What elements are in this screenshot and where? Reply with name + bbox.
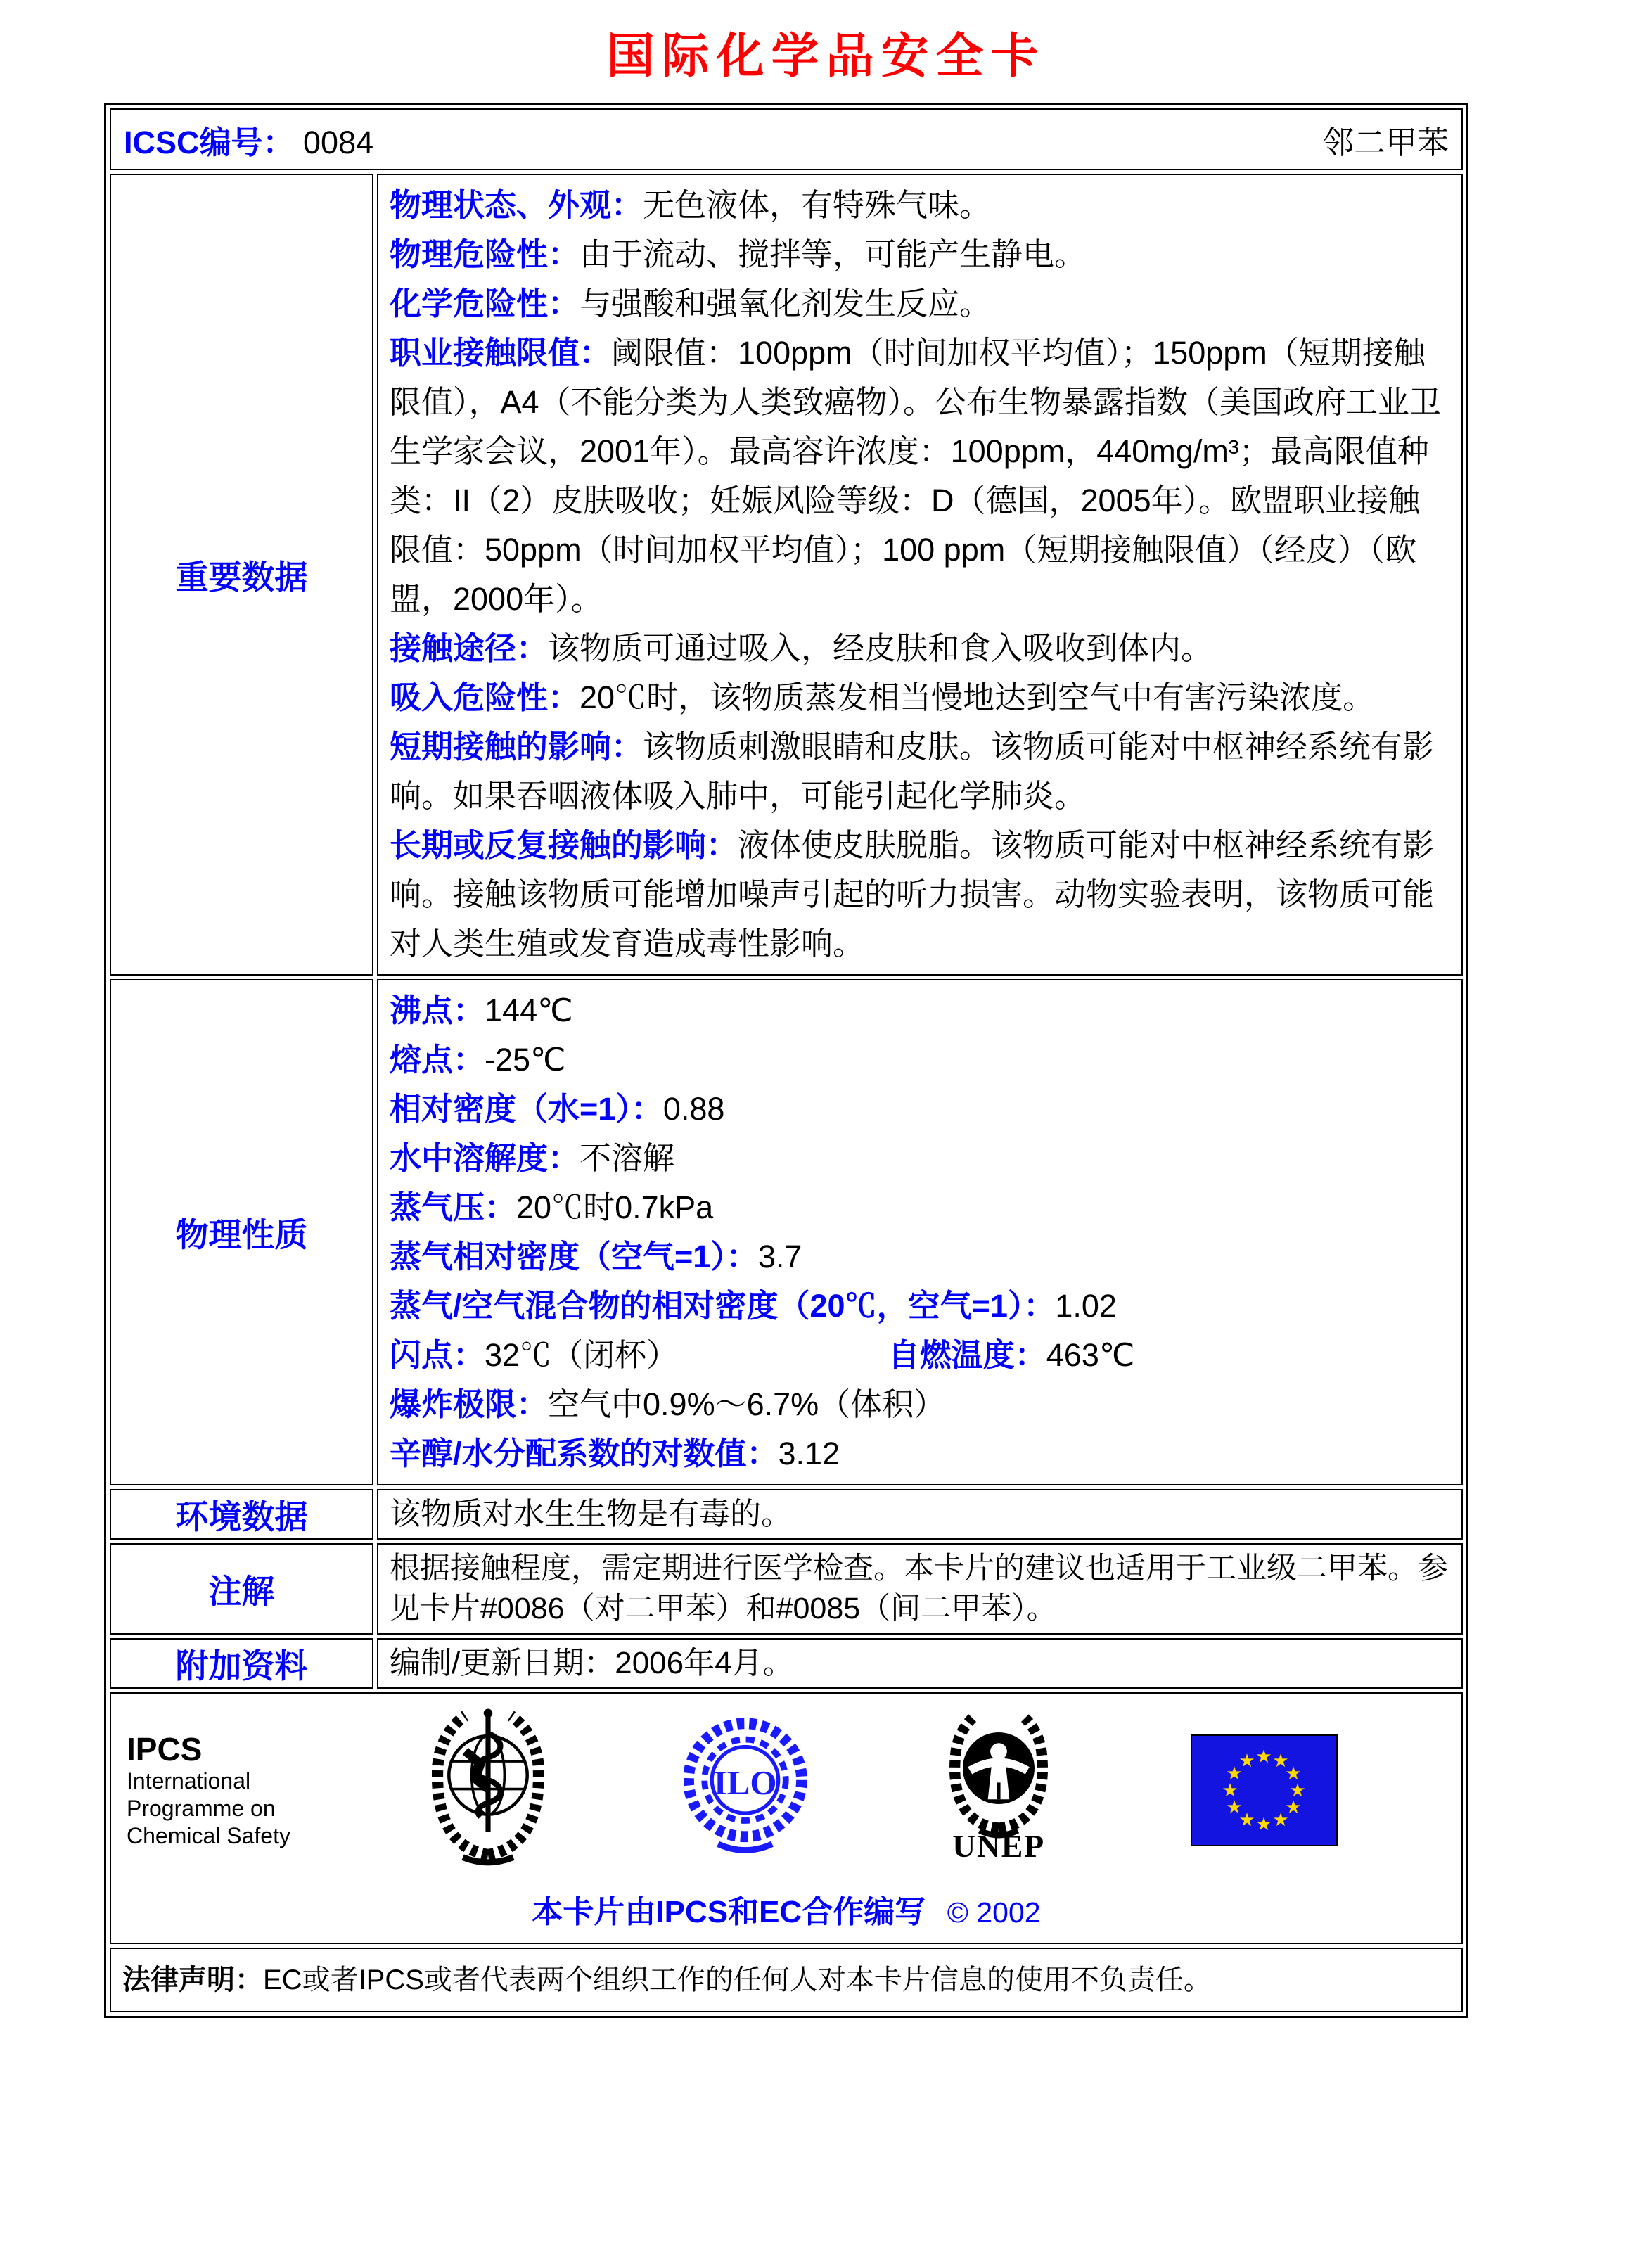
environmental-data-content: 该物质对水生生物是有毒的。 xyxy=(377,1489,1463,1540)
property-label: 辛醇/水分配系数的对数值： xyxy=(390,1436,779,1471)
property-value: 463℃ xyxy=(1046,1337,1135,1373)
svg-text:★: ★ xyxy=(1226,1762,1243,1784)
logos-cell xyxy=(110,1692,1463,1944)
item-text: 阈限值：100ppm（时间加权平均值）；150ppm（短期接触限值），A4（不能分类为人类致癌物）。公布生物暴露指数（美国政府工业卫生学家会议，2001年）。最高容许浓度：100ppm，440mg/m³；最高限值种类：II（2）皮肤吸收；妊娠风险等级：D（德国，2005年）。欧盟职业接触限值：50ppm（时间加权平均值）；100 ppm（短期接触限值）（经皮）（欧盟，2000年）。 xyxy=(390,335,1442,617)
item-text: 无色液体，有特殊气味。 xyxy=(643,187,992,223)
section-label-important-data: 重要数据 xyxy=(110,174,373,976)
property-value: 0.88 xyxy=(662,1091,725,1127)
property-line xyxy=(390,1085,1450,1134)
property-value: -25℃ xyxy=(485,1042,566,1078)
legal-text: EC或者IPCS或者代表两个组织工作的任何人对本卡片信息的使用不负责任。 xyxy=(263,1964,1212,1995)
item-text: 液体使皮肤脱脂。该物质可能对中枢神经系统有影响。接触该物质可能增加噪声引起的听力损害。动物实验表明，该物质可能对人类生殖或发育造成毒性影响。 xyxy=(390,827,1435,961)
unep-logo-text: UNEP xyxy=(952,1827,1045,1864)
property-line xyxy=(390,1232,1450,1282)
svg-text:★: ★ xyxy=(1238,1749,1255,1771)
legal-cell xyxy=(110,1948,1463,2012)
safety-card-table xyxy=(104,103,1468,2018)
property-line xyxy=(390,1183,1450,1232)
important-data-item xyxy=(390,722,1450,821)
property-value: 1.02 xyxy=(1055,1288,1117,1324)
property-label: 水中溶解度： xyxy=(390,1140,580,1176)
icsc-number-group xyxy=(124,117,373,162)
header-cell xyxy=(110,108,1463,170)
caption-text: 本卡片由IPCS和EC合作编写 xyxy=(532,1895,926,1929)
important-data-item xyxy=(390,624,1450,673)
property-value: 32℃（闭杯） xyxy=(485,1337,679,1373)
ipcs-full-name: International Programme on Chemical Safety xyxy=(127,1768,290,1848)
property-label: 蒸气/空气混合物的相对密度（20℃，空气=1）： xyxy=(390,1288,1056,1324)
svg-text:★: ★ xyxy=(1285,1796,1302,1817)
copyright-text: © 2002 xyxy=(947,1896,1041,1929)
property-line-flashpoint-autoignition xyxy=(390,1331,1450,1380)
section-label-physical-properties: 物理性质 xyxy=(110,979,373,1485)
additional-info-content: 编制/更新日期：2006年4月。 xyxy=(377,1638,1463,1689)
section-label-additional-info: 附加资料 xyxy=(110,1638,373,1689)
additional-info-row xyxy=(110,1638,1463,1689)
item-label: 短期接触的影响： xyxy=(390,729,643,765)
property-line xyxy=(390,1429,1450,1478)
property-value: 144℃ xyxy=(485,992,573,1028)
page-title: 国际化学品安全卡 xyxy=(606,30,1046,83)
ilo-logo-text: ILO xyxy=(713,1763,777,1802)
ilo-logo-icon xyxy=(684,1711,807,1870)
item-label: 长期或反复接触的影响： xyxy=(390,827,738,863)
property-value: 空气中0.9%～6.7%（体积） xyxy=(548,1386,946,1422)
item-text: 与强酸和强氧化剂发生反应。 xyxy=(580,286,992,321)
important-data-item xyxy=(390,821,1450,969)
property-line xyxy=(390,1282,1450,1331)
svg-text:★: ★ xyxy=(1285,1762,1302,1784)
ipcs-acronym: IPCS xyxy=(127,1730,203,1768)
notes-content: 根据接触程度，需定期进行医学检查。本卡片的建议也适用于工业级二甲苯。参见卡片#0086（对二甲苯）和#0085（间二甲苯）。 xyxy=(377,1543,1463,1635)
important-data-item xyxy=(390,328,1450,624)
section-label-notes: 注解 xyxy=(110,1543,373,1635)
svg-text:★: ★ xyxy=(1272,1808,1289,1830)
property-label: 蒸气相对密度（空气=1）： xyxy=(390,1239,758,1274)
section-label-environmental-data: 环境数据 xyxy=(110,1489,373,1540)
physical-properties-row xyxy=(110,979,1463,1485)
important-data-item xyxy=(390,230,1450,279)
environmental-data-row xyxy=(110,1489,1463,1540)
logo-strip xyxy=(359,1704,1446,1877)
legal-row xyxy=(110,1948,1463,2012)
property-value: 不溶解 xyxy=(580,1140,675,1176)
svg-text:★: ★ xyxy=(1226,1796,1243,1817)
physical-properties-content xyxy=(377,979,1463,1485)
item-label: 吸入危险性： xyxy=(390,679,580,715)
important-data-item xyxy=(390,279,1450,328)
important-data-row xyxy=(110,174,1463,976)
property-label: 熔点： xyxy=(390,1042,485,1078)
flash-point-pair xyxy=(390,1337,678,1373)
notes-row xyxy=(110,1543,1463,1635)
unep-logo-icon xyxy=(939,1704,1058,1877)
logos-row xyxy=(110,1692,1463,1944)
svg-text:★: ★ xyxy=(1255,1745,1272,1767)
item-text: 该物质可通过吸入，经皮肤和食入吸收到体内。 xyxy=(548,630,1213,666)
eu-flag-icon xyxy=(1191,1734,1338,1846)
property-label: 自燃温度： xyxy=(888,1337,1046,1373)
property-label: 蒸气压： xyxy=(390,1189,517,1225)
property-value: 3.7 xyxy=(757,1239,802,1274)
property-label: 相对密度（水=1）： xyxy=(390,1091,663,1127)
property-line xyxy=(390,986,1450,1035)
cooperation-caption xyxy=(127,1886,1446,1931)
property-line xyxy=(390,1035,1450,1085)
property-value: 3.12 xyxy=(778,1436,840,1471)
svg-text:★: ★ xyxy=(1289,1779,1306,1801)
item-label: 化学危险性： xyxy=(390,286,580,321)
legal-label: 法律声明： xyxy=(122,1964,263,1995)
item-label: 物理危险性： xyxy=(390,236,580,272)
ipcs-text-block xyxy=(127,1731,359,1850)
header-row xyxy=(110,108,1463,170)
svg-text:★: ★ xyxy=(1255,1813,1272,1834)
icsc-number-value: 0084 xyxy=(303,124,374,160)
property-value: 20℃时0.7kPa xyxy=(516,1189,714,1225)
item-text: 由于流动、搅拌等，可能产生静电。 xyxy=(580,236,1087,272)
property-label: 爆炸极限： xyxy=(390,1386,549,1422)
property-label: 沸点： xyxy=(390,992,485,1028)
item-text: 20℃时，该物质蒸发相当慢地达到空气中有害污染浓度。 xyxy=(580,679,1375,715)
property-line xyxy=(390,1134,1450,1183)
important-data-item xyxy=(390,673,1450,722)
important-data-content xyxy=(377,174,1463,976)
important-data-item xyxy=(390,181,1450,230)
icsc-number-label: ICSC编号： xyxy=(124,124,295,160)
item-text: 该物质刺激眼睛和皮肤。该物质可能对中枢神经系统有影响。如果吞咽液体吸入肺中，可能引起化学肺炎。 xyxy=(390,729,1435,814)
chemical-name: 邻二甲苯 xyxy=(1321,124,1449,160)
item-label: 物理状态、外观： xyxy=(390,187,643,223)
autoignition-pair xyxy=(888,1331,1135,1380)
svg-text:★: ★ xyxy=(1238,1808,1255,1830)
who-logo-icon xyxy=(425,1706,551,1875)
svg-text:★: ★ xyxy=(1272,1749,1289,1771)
item-label: 职业接触限值： xyxy=(390,335,612,371)
property-line xyxy=(390,1380,1450,1429)
item-label: 接触途径： xyxy=(390,630,549,666)
property-label: 闪点： xyxy=(390,1337,485,1373)
svg-text:★: ★ xyxy=(1222,1779,1238,1801)
